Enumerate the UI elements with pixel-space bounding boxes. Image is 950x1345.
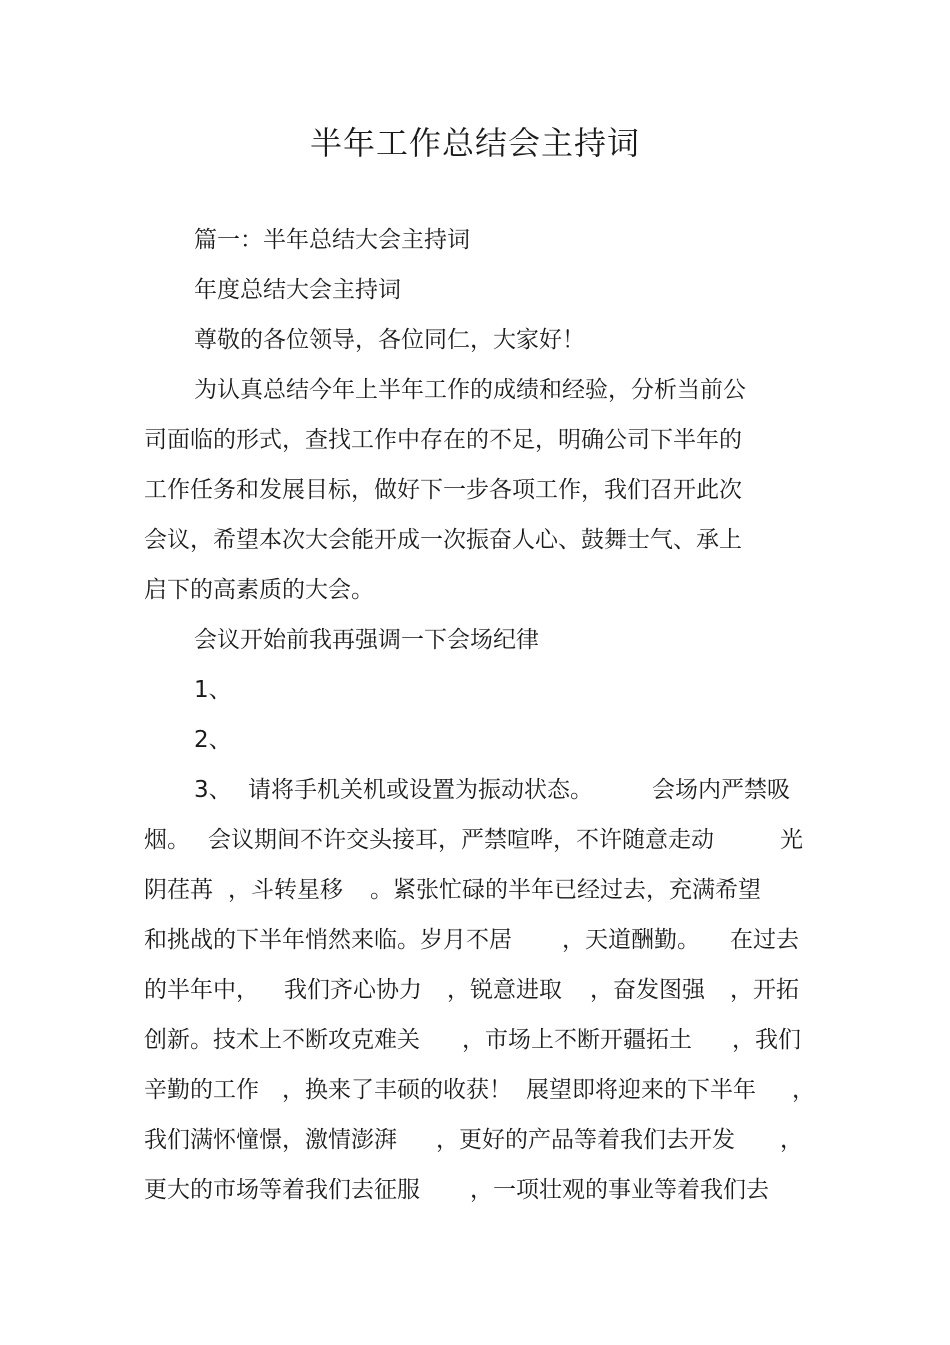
text-segment: ， [792, 1077, 815, 1103]
paragraph-line: 启下的高素质的大会。 [144, 577, 374, 603]
text-segment: 的半年中， [144, 977, 259, 1003]
text-segment: 。紧张忙碌的半年已经过去，充满希望 [370, 877, 761, 903]
text-segment: ，换来了丰硕的收获！ [282, 1077, 512, 1103]
text-segment: ，市场上不断开疆拓土 [462, 1027, 692, 1053]
text-segment: ，奋发图强 [590, 977, 705, 1003]
text-segment: 我们齐心协力 [284, 977, 422, 1003]
paragraph-line: 年度总结大会主持词 [194, 277, 401, 303]
paragraph-line: 会议开始前我再强调一下会场纪律 [194, 627, 539, 653]
text-segment: 光 [780, 827, 803, 853]
text-segment: 和挑战的下半年悄然来临。岁月不居 [144, 927, 512, 953]
text-segment: 阴荏苒 [144, 877, 213, 903]
text-segment: ，斗转星移 [228, 877, 343, 903]
text-segment: 更大的市场等着我们去征服 [144, 1177, 420, 1203]
text-segment: ，天道酬勤。 [562, 927, 700, 953]
text-segment: 烟。 [144, 827, 190, 853]
list-item-number: 3、 [194, 777, 232, 803]
text-segment: ，我们 [732, 1027, 801, 1053]
text-segment: 在过去 [730, 927, 799, 953]
paragraph-line: 会议，希望本次大会能开成一次振奋人心、鼓舞士气、承上 [144, 527, 742, 553]
text-segment: ， [780, 1127, 803, 1153]
paragraph-line: 篇一：半年总结大会主持词 [194, 227, 470, 253]
text-segment: ，锐意进取 [447, 977, 562, 1003]
text-segment: ，开拓 [730, 977, 799, 1003]
paragraph-line: 司面临的形式，查找工作中存在的不足，明确公司下半年的 [144, 427, 742, 453]
text-segment: 请将手机关机或设置为振动状态。 [248, 777, 593, 803]
list-item-number: 2、 [194, 727, 232, 753]
list-item-number: 1、 [194, 677, 232, 703]
paragraph-line: 工作任务和发展目标，做好下一步各项工作，我们召开此次 [144, 477, 742, 503]
text-segment: 创新。技术上不断攻克难关 [144, 1027, 420, 1053]
text-segment: 会议期间不许交头接耳，严禁喧哗，不许随意走动 [208, 827, 714, 853]
paragraph-line: 为认真总结今年上半年工作的成绩和经验，分析当前公 [194, 377, 746, 403]
text-segment: 会场内严禁吸 [652, 777, 790, 803]
text-segment: ，一项壮观的事业等着我们去 [470, 1177, 769, 1203]
text-segment: 辛勤的工作 [144, 1077, 259, 1103]
text-segment: 展望即将迎来的下半年 [526, 1077, 756, 1103]
text-segment: ，更好的产品等着我们去开发 [436, 1127, 735, 1153]
document-title: 半年工作总结会主持词 [309, 124, 640, 162]
text-segment: 我们满怀憧憬，激情澎湃 [144, 1127, 397, 1153]
paragraph-line: 尊敬的各位领导，各位同仁，大家好！ [194, 327, 585, 353]
